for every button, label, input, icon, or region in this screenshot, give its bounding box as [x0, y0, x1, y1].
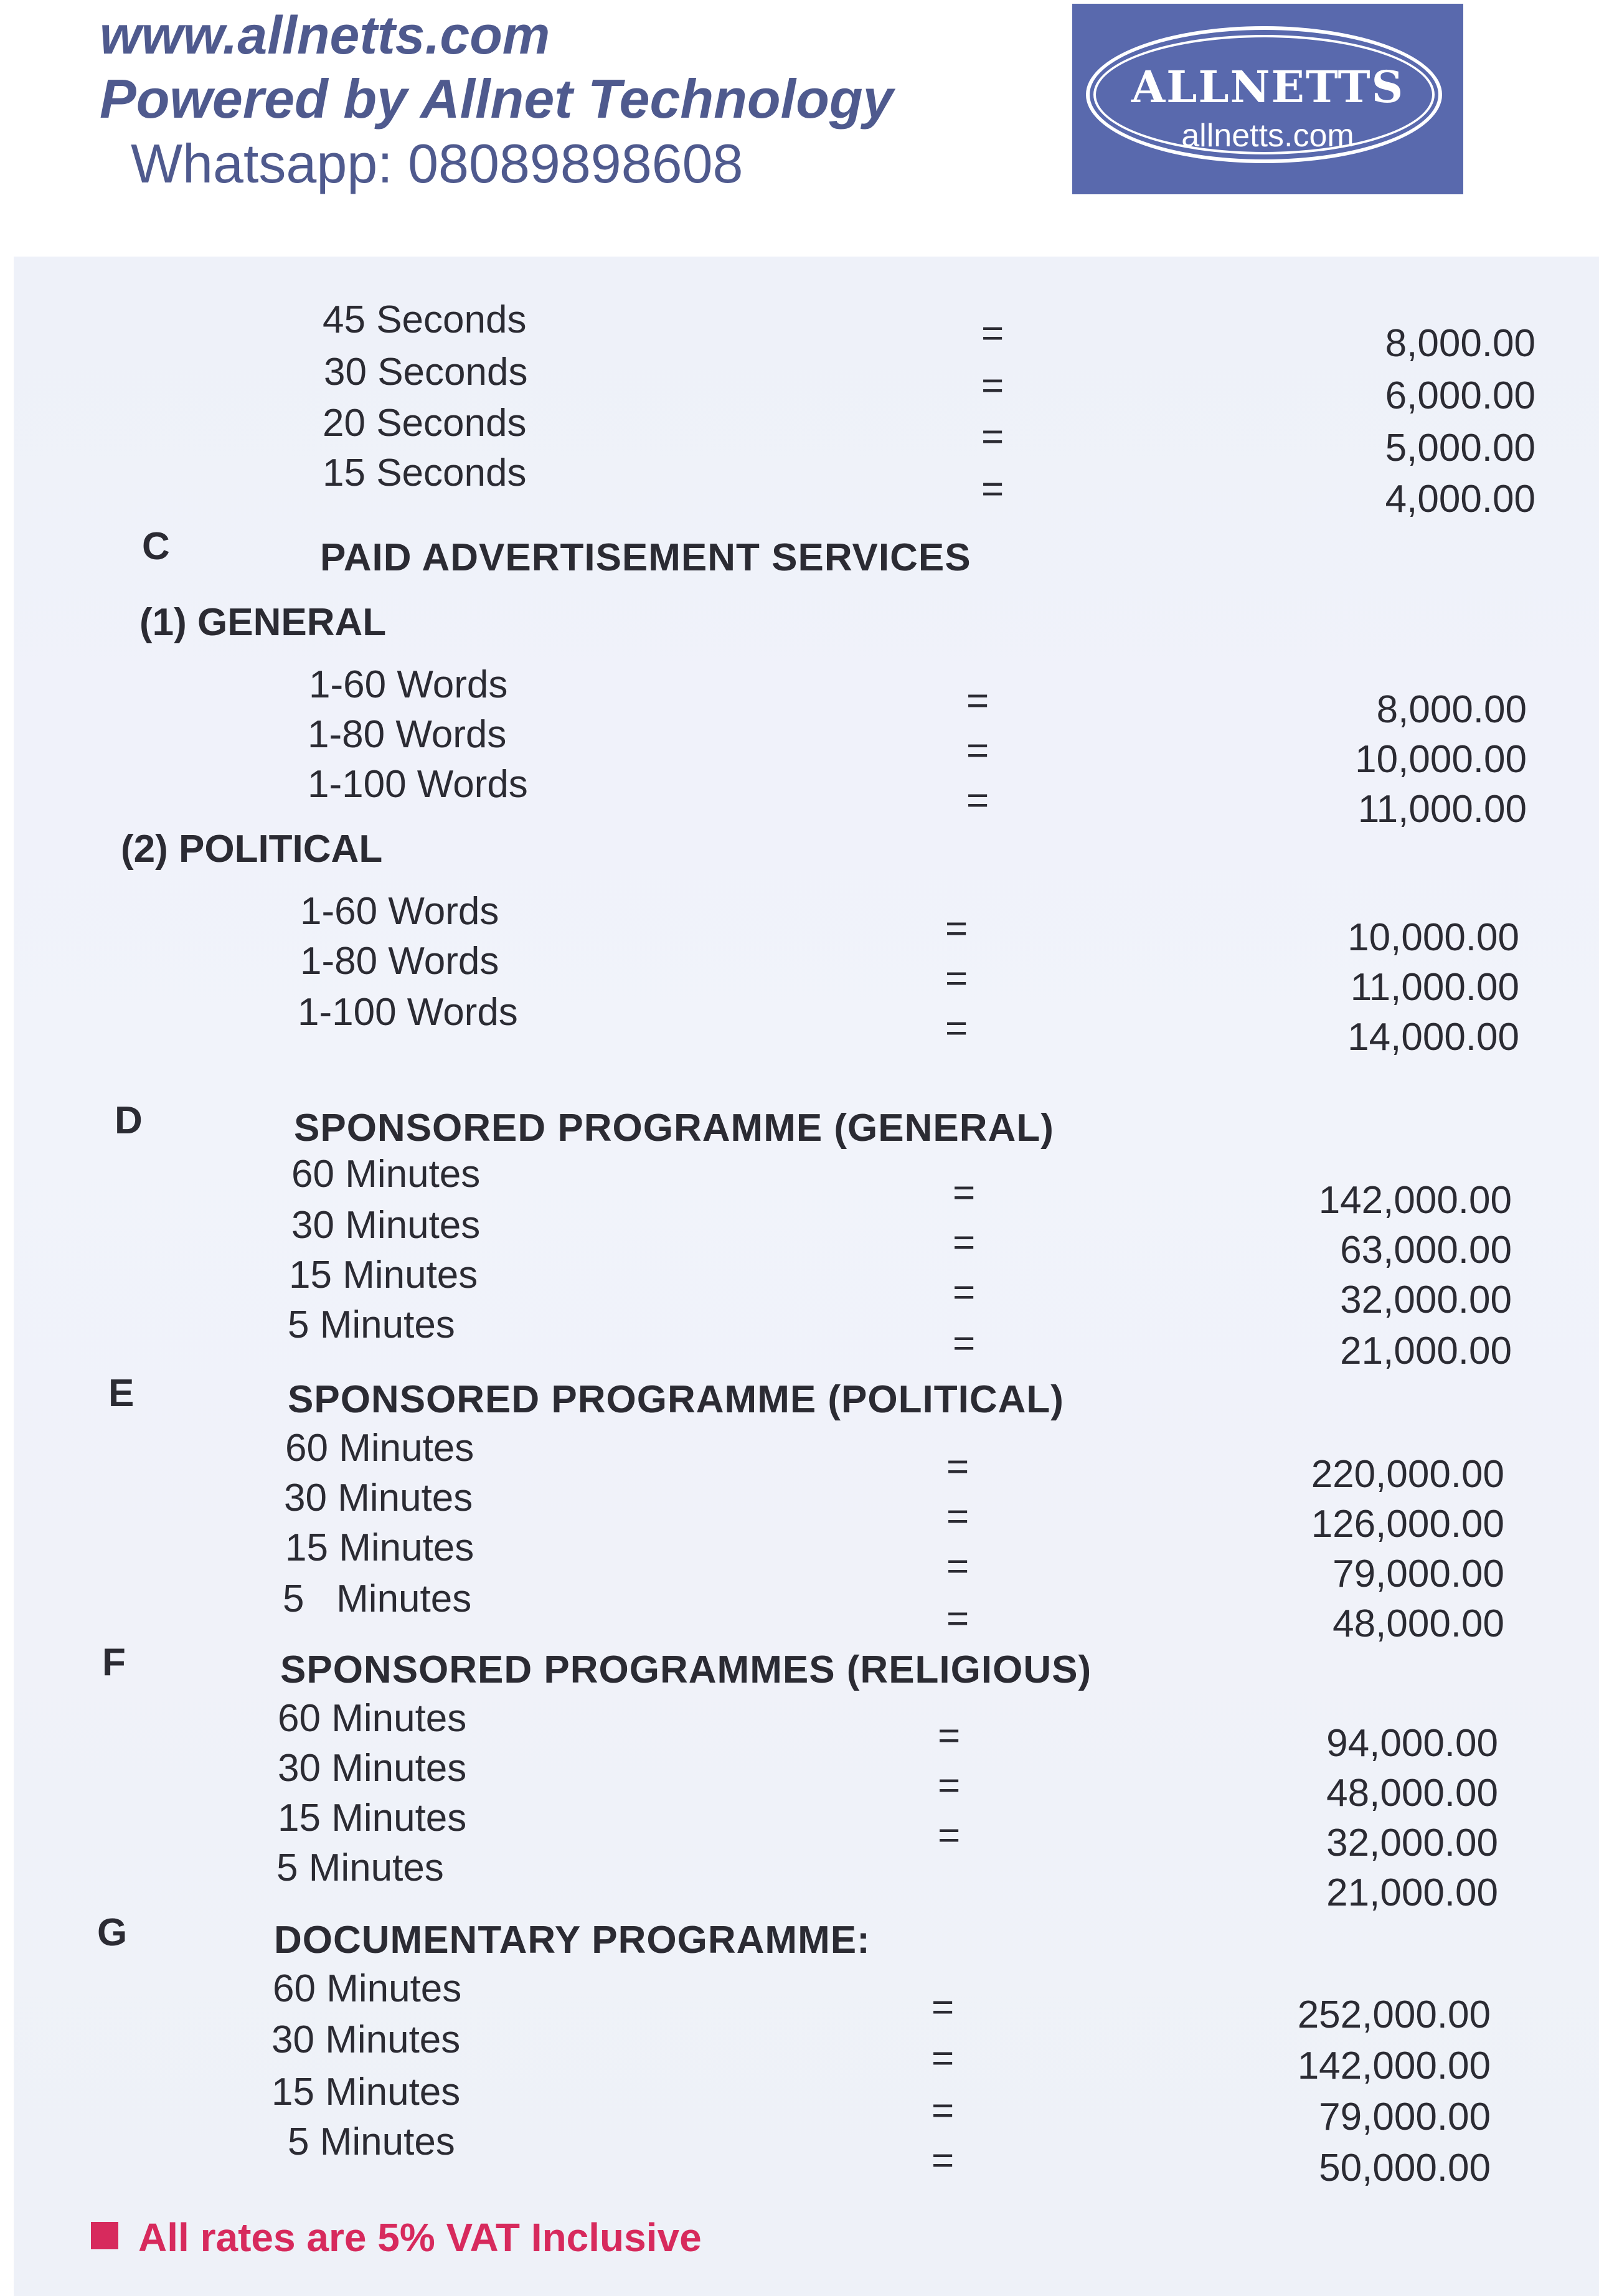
section-title: SPONSORED PROGRAMMES (RELIGIOUS)	[280, 1648, 1092, 1691]
rate-price: 126,000.00	[1311, 1503, 1504, 1546]
rate-label: 30 Minutes	[284, 1476, 473, 1519]
section-letter: C	[142, 525, 170, 568]
subsection-title-general: (1) GENERAL	[139, 601, 387, 644]
rate-label: 1-80 Words	[308, 713, 507, 756]
rate-price: 21,000.00	[1340, 1330, 1512, 1372]
equals-sign: =	[938, 1814, 961, 1857]
rate-price: 4,000.00	[1385, 478, 1535, 521]
equals-sign: =	[966, 679, 989, 722]
equals-sign: =	[953, 1271, 976, 1314]
logo-name: ALLNETTS	[1131, 61, 1405, 113]
section-letter: E	[108, 1372, 134, 1415]
rate-label: 20 Seconds	[323, 402, 527, 445]
rate-label: 1-60 Words	[300, 890, 499, 933]
rate-label: 5 Minutes	[288, 2120, 455, 2163]
rate-price: 11,000.00	[1350, 966, 1519, 1009]
rate-label: 30 Minutes	[278, 1747, 467, 1790]
rate-label: 15 Minutes	[285, 1526, 474, 1569]
rate-label: 15 Minutes	[278, 1797, 467, 1840]
rate-price: 142,000.00	[1318, 1179, 1512, 1222]
equals-sign: =	[953, 1221, 976, 1264]
rate-label: 60 Minutes	[291, 1153, 481, 1196]
rate-price: 6,000.00	[1385, 374, 1535, 417]
rate-label: 5 Minutes	[283, 1577, 472, 1620]
powered-by-text: Powered by Allnet Technology	[100, 68, 894, 130]
rate-label: 60 Minutes	[278, 1697, 467, 1740]
rate-label: 1-60 Words	[309, 663, 508, 706]
rate-price: 10,000.00	[1347, 916, 1519, 959]
section-letter: F	[102, 1641, 126, 1684]
rate-label: 1-100 Words	[308, 763, 528, 806]
rate-label: 5 Minutes	[288, 1303, 455, 1346]
rate-label: 1-80 Words	[300, 940, 499, 983]
rate-price: 94,000.00	[1326, 1722, 1498, 1765]
equals-sign: =	[966, 779, 989, 822]
rate-price: 79,000.00	[1319, 2095, 1491, 2138]
section-letter: G	[97, 1911, 128, 1954]
equals-sign: =	[946, 1545, 969, 1588]
equals-sign: =	[932, 2037, 955, 2080]
rate-label: 30 Minutes	[291, 1204, 481, 1247]
rate-label: 30 Seconds	[324, 351, 528, 394]
section-title: DOCUMENTARY PROGRAMME:	[274, 1919, 870, 1962]
rate-price: 48,000.00	[1326, 1772, 1498, 1815]
rate-price: 5,000.00	[1385, 427, 1535, 470]
rate-price: 11,000.00	[1357, 788, 1527, 831]
rate-price: 79,000.00	[1332, 1552, 1504, 1595]
equals-sign: =	[946, 1445, 969, 1488]
rate-price: 63,000.00	[1340, 1229, 1512, 1272]
vat-note: All rates are 5% VAT Inclusive	[138, 2215, 702, 2260]
equals-sign: =	[981, 312, 1004, 355]
website-url[interactable]: www.allnetts.com	[100, 6, 550, 65]
equals-sign: =	[945, 1007, 968, 1050]
equals-sign: =	[945, 957, 968, 1000]
whatsapp-number: Whatsapp: 08089898608	[131, 133, 743, 194]
rate-price: 142,000.00	[1297, 2044, 1491, 2087]
subsection-title-political: (2) POLITICAL	[121, 828, 383, 871]
equals-sign: =	[932, 2139, 955, 2182]
rate-label: 30 Minutes	[271, 2018, 461, 2061]
rate-price: 21,000.00	[1326, 1871, 1498, 1914]
rate-label: 45 Seconds	[323, 298, 527, 341]
rate-price: 8,000.00	[1376, 688, 1527, 731]
rate-label: 15 Minutes	[289, 1254, 478, 1297]
rate-price: 220,000.00	[1311, 1453, 1504, 1496]
logo-subtitle: allnetts.com	[1181, 118, 1354, 154]
equals-sign: =	[946, 1495, 969, 1538]
equals-sign: =	[946, 1597, 969, 1640]
rate-price: 48,000.00	[1332, 1602, 1504, 1645]
section-title: PAID ADVERTISEMENT SERVICES	[320, 536, 971, 579]
rate-label: 5 Minutes	[276, 1846, 444, 1889]
header	[0, 0, 1599, 262]
rate-price: 32,000.00	[1326, 1821, 1498, 1864]
rate-price: 252,000.00	[1297, 1993, 1491, 2036]
equals-sign: =	[938, 1714, 961, 1757]
section-title: SPONSORED PROGRAMME (GENERAL)	[294, 1107, 1054, 1150]
rate-label: 60 Minutes	[285, 1427, 474, 1470]
rate-label: 60 Minutes	[273, 1967, 462, 2010]
rate-price: 10,000.00	[1355, 738, 1527, 781]
equals-sign: =	[953, 1171, 976, 1214]
rate-price: 50,000.00	[1319, 2147, 1491, 2190]
equals-sign: =	[938, 1764, 961, 1807]
bullet-square-icon	[91, 2222, 118, 2249]
equals-sign: =	[953, 1322, 976, 1365]
equals-sign: =	[945, 907, 968, 950]
equals-sign: =	[981, 364, 1004, 407]
allnetts-logo	[1072, 4, 1463, 194]
rate-price: 8,000.00	[1385, 322, 1535, 365]
rate-price: 32,000.00	[1340, 1278, 1512, 1321]
rate-price: 14,000.00	[1347, 1016, 1519, 1059]
rate-label: 1-100 Words	[298, 991, 518, 1034]
equals-sign: =	[966, 729, 989, 772]
equals-sign: =	[981, 415, 1004, 458]
equals-sign: =	[932, 2089, 955, 2132]
rate-label: 15 Seconds	[323, 451, 527, 494]
equals-sign: =	[932, 1986, 955, 2029]
equals-sign: =	[981, 468, 1004, 511]
section-title: SPONSORED PROGRAMME (POLITICAL)	[288, 1378, 1064, 1421]
section-letter: D	[115, 1099, 143, 1142]
rate-label: 15 Minutes	[271, 2071, 461, 2114]
